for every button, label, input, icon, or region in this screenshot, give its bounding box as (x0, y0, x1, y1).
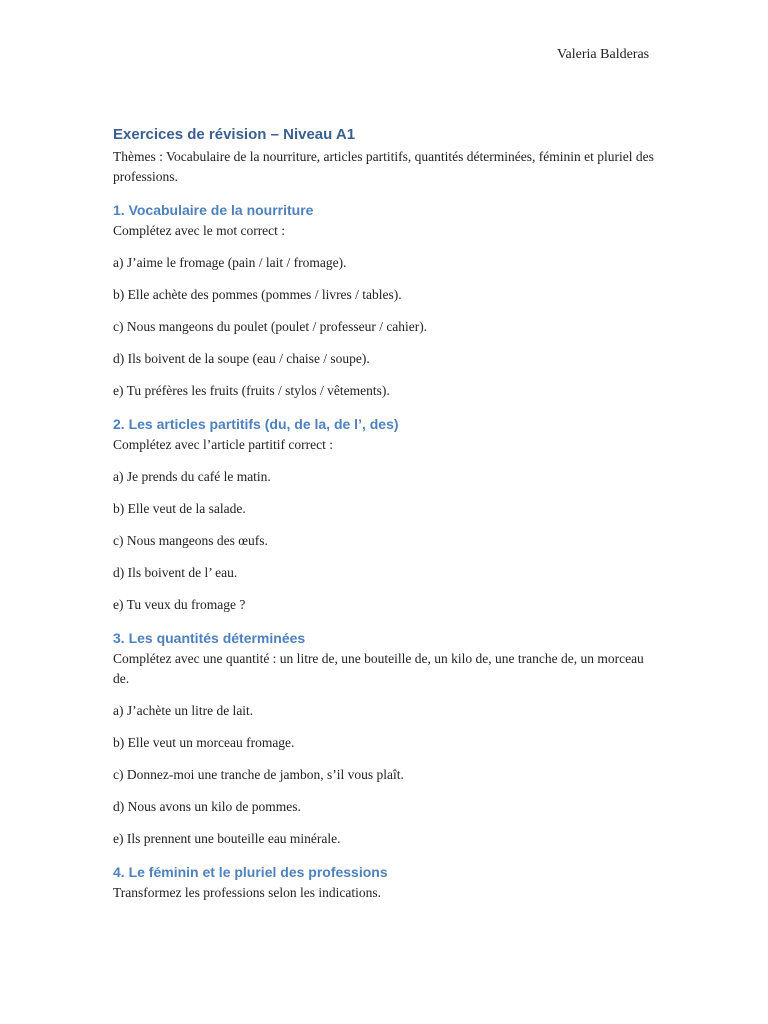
document-body (113, 125, 658, 903)
section-instruction: Transformez les professions selon les indications. (113, 885, 381, 900)
exercise-item: a) J’aime le fromage (pain / lait / fromage). (113, 255, 347, 270)
section-title: 4. Le féminin et le pluriel des professions (113, 864, 388, 880)
section-instruction: Complétez avec le mot correct : (113, 223, 286, 238)
section-spacer (113, 401, 658, 415)
exercise-item: a) Je prends du café le matin. (113, 469, 271, 484)
section-spacer (113, 187, 658, 201)
section-spacer (113, 849, 658, 863)
section-professions (113, 863, 658, 903)
exercise-item: c) Nous mangeons des œufs. (113, 533, 268, 548)
exercise-item: d) Ils boivent de l’ eau. (113, 565, 238, 580)
author-name: Valeria Balderas (557, 47, 650, 62)
section-title: 2. Les articles partitifs (du, de la, de l’, des) (113, 416, 399, 432)
exercise-item: b) Elle achète des pommes (pommes / livres / tables). (113, 287, 402, 302)
section-title: 1. Vocabulaire de la nourriture (113, 202, 314, 218)
exercise-item: e) Tu préfères les fruits (fruits / stylos / vêtements). (113, 383, 390, 398)
exercise-item: d) Nous avons un kilo de pommes. (113, 799, 301, 814)
section-instruction: Complétez avec une quantité : un litre de, une bouteille de, un kilo de, une tranche de, un morceau de. (113, 651, 644, 686)
exercise-item: c) Nous mangeons du poulet (poulet / professeur / cahier). (113, 319, 428, 334)
exercise-item: e) Tu veux du fromage ? (113, 597, 246, 612)
section-quantities (113, 629, 658, 849)
exercise-item: b) Elle veut de la salade. (113, 501, 246, 516)
exercise-item: e) Ils prennent une bouteille eau minérale. (113, 831, 341, 846)
themes-text: Thèmes : Vocabulaire de la nourriture, articles partitifs, quantités déterminées, féminin et pluriel des professions. (113, 149, 654, 184)
exercise-item: a) J’achète un litre de lait. (113, 703, 254, 718)
exercise-item: c) Donnez-moi une tranche de jambon, s’il vous plaît. (113, 767, 404, 782)
exercise-item: b) Elle veut un morceau fromage. (113, 735, 295, 750)
section-spacer (113, 615, 658, 629)
section-title: 3. Les quantités déterminées (113, 630, 306, 646)
exercise-item: d) Ils boivent de la soupe (eau / chaise / soupe). (113, 351, 370, 366)
document-title: Exercices de révision – Niveau A1 (113, 126, 356, 143)
section-food-vocabulary (113, 201, 658, 401)
section-partitive-articles (113, 415, 658, 615)
section-instruction: Complétez avec l’article partitif correct : (113, 437, 334, 452)
